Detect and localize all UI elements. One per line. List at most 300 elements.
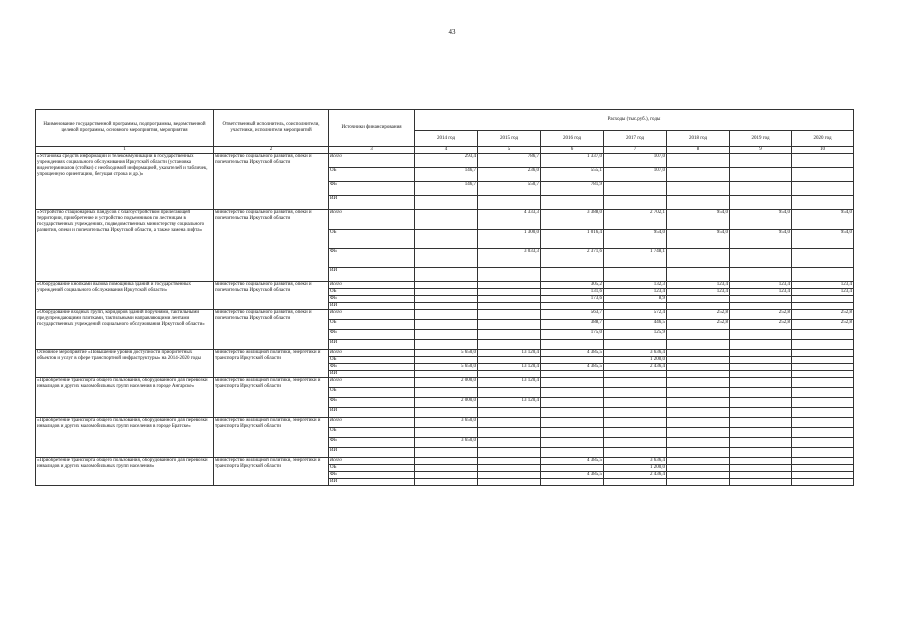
expense-value — [792, 378, 854, 388]
activity-name: «Установка средств информации и телекоммуникации в государственных учреждениях социального обслуживания Иркутской области (установка видеотерминалов (стойки) с необходимой информацией, указателей и табличек, упрощенную ориентацию, бегущая строка и др.)» — [36, 154, 214, 210]
expense-value — [667, 182, 730, 196]
expense-value — [730, 182, 792, 196]
expense-value: 146,7 — [415, 168, 478, 182]
expense-value — [792, 408, 854, 418]
expense-value — [792, 268, 854, 282]
expense-value — [415, 296, 478, 303]
expense-value — [604, 428, 667, 438]
expense-value — [730, 303, 792, 310]
table-row — [36, 282, 854, 289]
funding-source: Всего — [329, 350, 415, 357]
expense-value — [730, 340, 792, 350]
activity-name: «Приобретение транспорта общего пользования, оборудованного для перевозки инвалидов и других маломобильных групп населения в городе Ангарске» — [36, 378, 214, 418]
expense-value — [792, 340, 854, 350]
expense-value: 2 436,4 — [604, 364, 667, 371]
expense-value — [667, 268, 730, 282]
expense-value — [792, 182, 854, 196]
expense-value — [478, 371, 541, 378]
expense-value — [541, 465, 604, 472]
expense-value: 13 120,4 — [478, 398, 541, 408]
funding-source: ИИ — [329, 303, 415, 310]
expense-value — [415, 340, 478, 350]
expense-value — [478, 296, 541, 303]
expense-value: 131,6 — [541, 289, 604, 296]
expense-value — [667, 196, 730, 210]
expense-value — [730, 418, 792, 428]
header-year: 2019 год — [730, 131, 792, 147]
expense-value — [415, 479, 478, 486]
expense-value: 252,8 — [792, 320, 854, 330]
expense-value: 125,9 — [604, 330, 667, 340]
funding-source: ОБ — [329, 289, 415, 296]
expense-value — [667, 350, 730, 357]
activity-name: «Приобретение транспорта общего пользования, оборудованного для перевозки инвалидов и других маломобильных групп населения в городе Братске» — [36, 418, 214, 458]
column-number: 6 — [541, 147, 604, 154]
expense-value: 236,0 — [478, 168, 541, 182]
expense-value — [541, 398, 604, 408]
expense-value: 175,0 — [541, 330, 604, 340]
activity-name: «Устройство стационарных пандусов с благоустройством прилегающей территории, приобретение и устройство подъемников по лестницам в государственных учреждениях, подведомственных министерству социального развития, опеки и попечительства Иркутской области, а также замена лифта» — [36, 210, 214, 282]
expense-value — [415, 408, 478, 418]
expense-value: 123,4 — [667, 282, 730, 289]
table-row — [36, 210, 854, 230]
expense-value — [667, 458, 730, 465]
expense-value: 252,8 — [792, 310, 854, 320]
expense-value: 781,9 — [541, 182, 604, 196]
expense-value — [730, 472, 792, 479]
expense-value — [730, 364, 792, 371]
expense-value — [604, 448, 667, 458]
expense-value — [541, 303, 604, 310]
funding-source: Всего — [329, 418, 415, 428]
expense-value: 1 748,1 — [604, 249, 667, 268]
expense-value — [478, 408, 541, 418]
expense-value — [604, 388, 667, 398]
expense-value — [667, 371, 730, 378]
expense-value — [604, 378, 667, 388]
expense-value — [667, 168, 730, 182]
expense-value — [667, 303, 730, 310]
expense-value — [541, 408, 604, 418]
expense-value — [604, 268, 667, 282]
expense-value: 123,4 — [604, 289, 667, 296]
expense-value — [730, 448, 792, 458]
expense-value — [730, 249, 792, 268]
activity-name: «Оборудование входных групп, коридоров зданий поручнями, тактильными предупреждающими плитками, тактильными направляющими лентами государственных учреждений социального обслуживания Иркутской области» — [36, 310, 214, 350]
expense-value — [730, 479, 792, 486]
expense-value — [541, 438, 604, 448]
expense-value — [478, 310, 541, 320]
expense-value — [792, 458, 854, 465]
expense-value — [415, 196, 478, 210]
expense-value — [792, 418, 854, 428]
expense-value — [667, 428, 730, 438]
expense-value — [792, 398, 854, 408]
expense-value — [541, 388, 604, 398]
header-executor: Ответственный исполнитель, соисполнители, участники, исполнители мероприятий — [214, 110, 329, 147]
expense-value — [792, 465, 854, 472]
funding-source: ИИ — [329, 448, 415, 458]
header-name: Наименование государственной программы, подпрограммы, ведомственной целевой программы, основного мероприятия, мероприятия — [36, 110, 214, 147]
column-number: 8 — [667, 147, 730, 154]
expense-value: 572,4 — [604, 310, 667, 320]
expense-value — [792, 364, 854, 371]
expense-value — [415, 310, 478, 320]
expense-value — [478, 320, 541, 330]
table-row — [36, 310, 854, 320]
expense-value — [667, 378, 730, 388]
expense-value — [730, 357, 792, 364]
funding-source: ФБ — [329, 438, 415, 448]
expense-value: 555,1 — [541, 168, 604, 182]
table-row — [36, 154, 854, 168]
expense-value: 954,0 — [792, 210, 854, 230]
table-row — [36, 418, 854, 428]
funding-source: ИИ — [329, 479, 415, 486]
table-row — [36, 378, 854, 388]
table-row — [36, 350, 854, 357]
expense-value — [730, 438, 792, 448]
funding-source: Всего — [329, 282, 415, 289]
expense-value: 4 385,5 — [541, 458, 604, 465]
expense-value — [792, 350, 854, 357]
funding-source: ОБ — [329, 320, 415, 330]
header-year: 2017 год — [604, 131, 667, 147]
expense-value — [792, 388, 854, 398]
funding-source: ИИ — [329, 408, 415, 418]
expense-value — [730, 458, 792, 465]
expense-value: 146,7 — [415, 182, 478, 196]
expense-value: 2 702,1 — [604, 210, 667, 230]
funding-source: ОБ — [329, 230, 415, 249]
funding-source: ИИ — [329, 196, 415, 210]
expense-value: 4 385,5 — [541, 472, 604, 479]
expense-value: 107,0 — [604, 168, 667, 182]
funding-source: Всего — [329, 458, 415, 465]
expense-value — [604, 196, 667, 210]
expense-value: 1 337,0 — [541, 154, 604, 168]
expense-value: 2 371,6 — [541, 249, 604, 268]
expense-value: 252,8 — [667, 310, 730, 320]
expense-value: 786,7 — [478, 154, 541, 168]
expense-value — [792, 472, 854, 479]
expense-value: 252,8 — [730, 320, 792, 330]
expense-value — [792, 168, 854, 182]
executor: министерство социального развития, опеки и попечительства Иркутской области — [214, 210, 329, 282]
funding-source: ОБ — [329, 388, 415, 398]
expense-value — [667, 418, 730, 428]
expense-value — [730, 268, 792, 282]
expense-value — [792, 330, 854, 340]
header-source: Источники финансирования — [329, 110, 415, 147]
expense-value — [415, 465, 478, 472]
funding-source: ФБ — [329, 472, 415, 479]
expense-value — [604, 303, 667, 310]
expense-value: 3 388,0 — [541, 210, 604, 230]
expense-value — [478, 340, 541, 350]
expense-value — [478, 388, 541, 398]
funding-source: ИИ — [329, 371, 415, 378]
expense-value — [541, 371, 604, 378]
expense-value: 123,4 — [730, 282, 792, 289]
expense-value — [667, 465, 730, 472]
expense-value — [667, 448, 730, 458]
column-number: 2 — [214, 147, 329, 154]
expense-value — [667, 364, 730, 371]
expense-value: 173,6 — [541, 296, 604, 303]
activity-name: Основное мероприятие «Повышение уровня доступности приоритетных объектов и услуг в сфере транспортной инфраструктуры» на 2014-2020 годы — [36, 350, 214, 378]
expense-value — [792, 154, 854, 168]
expense-value — [415, 268, 478, 282]
expense-value — [478, 357, 541, 364]
expense-value — [415, 448, 478, 458]
expense-value — [541, 448, 604, 458]
expense-value — [730, 168, 792, 182]
expense-value — [667, 296, 730, 303]
expense-value: 5 650,0 — [415, 350, 478, 357]
expense-value — [415, 210, 478, 230]
expense-value — [478, 428, 541, 438]
expense-value: 107,0 — [604, 154, 667, 168]
expense-value — [415, 371, 478, 378]
expense-value — [792, 428, 854, 438]
funding-source: ФБ — [329, 182, 415, 196]
budget-table — [35, 109, 854, 486]
executor: министерство жилищной политики, энергетики и транспорта Иркутской области — [214, 378, 329, 418]
expense-value — [604, 479, 667, 486]
expense-value: 3 650,0 — [415, 418, 478, 428]
expense-value — [730, 408, 792, 418]
expense-value: 4 333,3 — [478, 210, 541, 230]
funding-source: ОБ — [329, 357, 415, 364]
expense-value — [541, 378, 604, 388]
funding-source: Всего — [329, 210, 415, 230]
executor: министерство социального развития, опеки и попечительства Иркутской области — [214, 282, 329, 310]
expense-value — [478, 458, 541, 465]
expense-value — [792, 371, 854, 378]
funding-source: ФБ — [329, 364, 415, 371]
expense-value: 13 120,4 — [478, 378, 541, 388]
expense-value — [667, 388, 730, 398]
expense-value — [478, 196, 541, 210]
expense-value: 954,0 — [730, 210, 792, 230]
expense-value — [792, 479, 854, 486]
expense-value — [415, 357, 478, 364]
funding-source: Всего — [329, 310, 415, 320]
expense-value — [730, 428, 792, 438]
expense-value — [604, 340, 667, 350]
expense-value: 132,3 — [604, 282, 667, 289]
expense-value — [792, 448, 854, 458]
expense-value — [792, 196, 854, 210]
expense-value — [415, 230, 478, 249]
funding-source: ФБ — [329, 398, 415, 408]
expense-value: 954,0 — [667, 230, 730, 249]
expense-value: 388,7 — [541, 320, 604, 330]
expense-value — [415, 472, 478, 479]
header-year: 2020 год — [792, 131, 854, 147]
expense-value — [730, 330, 792, 340]
expense-value: 13 120,4 — [478, 364, 541, 371]
expense-value — [478, 303, 541, 310]
expense-value — [415, 282, 478, 289]
funding-source: ИИ — [329, 340, 415, 350]
expense-value — [478, 448, 541, 458]
expense-value — [730, 296, 792, 303]
funding-source: ФБ — [329, 249, 415, 268]
column-number: 9 — [730, 147, 792, 154]
executor: министерство социального развития, опеки и попечительства Иркутской области — [214, 310, 329, 350]
expense-value: 2 000,0 — [415, 398, 478, 408]
expense-value: 4 385,5 — [541, 350, 604, 357]
expense-value: 3 636,4 — [604, 350, 667, 357]
expense-value — [730, 388, 792, 398]
expense-value — [541, 196, 604, 210]
expense-value — [541, 357, 604, 364]
expense-value — [415, 303, 478, 310]
expense-value: 293,4 — [415, 154, 478, 168]
expense-value: 8,9 — [604, 296, 667, 303]
expense-value — [478, 438, 541, 448]
expense-value — [478, 289, 541, 296]
expense-value — [604, 398, 667, 408]
executor: министерство жилищной политики, энергетики и транспорта Иркутской области — [214, 350, 329, 378]
expense-value — [415, 249, 478, 268]
expense-value — [604, 182, 667, 196]
expense-value — [792, 249, 854, 268]
expense-value: 5 650,0 — [415, 364, 478, 371]
expense-value — [415, 289, 478, 296]
expense-value — [730, 378, 792, 388]
expense-value — [604, 408, 667, 418]
expense-value — [604, 371, 667, 378]
executor: министерство жилищной политики, энергетики и транспорта Иркутской области — [214, 458, 329, 486]
expense-value: 446,5 — [604, 320, 667, 330]
expense-value: 563,7 — [541, 310, 604, 320]
column-number: 10 — [792, 147, 854, 154]
expense-value — [730, 154, 792, 168]
funding-source: ОБ — [329, 465, 415, 472]
expense-value: 2 436,4 — [604, 472, 667, 479]
expense-value: 123,4 — [667, 289, 730, 296]
header-year: 2015 год — [478, 131, 541, 147]
expense-value — [730, 398, 792, 408]
expense-value: 305,2 — [541, 282, 604, 289]
expense-value — [604, 418, 667, 428]
expense-value: 954,0 — [792, 230, 854, 249]
funding-source: ИИ — [329, 268, 415, 282]
expense-value: 123,4 — [792, 282, 854, 289]
expense-value — [667, 398, 730, 408]
expense-value — [604, 438, 667, 448]
expense-value — [478, 330, 541, 340]
executor: министерство социального развития, опеки и попечительства Иркутской области — [214, 154, 329, 210]
expense-value: 1 300,0 — [478, 230, 541, 249]
expense-value: 252,8 — [730, 310, 792, 320]
expense-value — [667, 438, 730, 448]
funding-source: ФБ — [329, 296, 415, 303]
expense-value — [478, 472, 541, 479]
expense-value — [792, 438, 854, 448]
expense-value: 954,0 — [604, 230, 667, 249]
expense-value — [667, 340, 730, 350]
header-year: 2016 год — [541, 131, 604, 147]
expense-value — [667, 249, 730, 268]
funding-source: ФБ — [329, 330, 415, 340]
expense-value — [415, 320, 478, 330]
table-row — [36, 458, 854, 465]
expense-value: 3 636,4 — [604, 458, 667, 465]
expense-value — [667, 408, 730, 418]
expense-value: 123,4 — [792, 289, 854, 296]
page-number: 43 — [448, 28, 456, 36]
expense-value — [730, 196, 792, 210]
expense-value: 4 385,5 — [541, 364, 604, 371]
expense-value — [792, 303, 854, 310]
expense-value — [415, 428, 478, 438]
expense-value: 1 200,0 — [604, 357, 667, 364]
funding-source: Всего — [329, 154, 415, 168]
expense-value — [792, 357, 854, 364]
expense-value — [667, 357, 730, 364]
funding-source: ОБ — [329, 428, 415, 438]
expense-value: 3 033,3 — [478, 249, 541, 268]
expense-value — [478, 268, 541, 282]
column-number: 1 — [36, 147, 214, 154]
expense-value: 252,8 — [667, 320, 730, 330]
funding-source: ОБ — [329, 168, 415, 182]
column-number: 5 — [478, 147, 541, 154]
expense-value — [415, 330, 478, 340]
expense-value: 3 650,0 — [415, 438, 478, 448]
expense-value — [730, 350, 792, 357]
expense-value — [478, 479, 541, 486]
expense-value — [415, 388, 478, 398]
expense-value: 954,0 — [667, 210, 730, 230]
expense-value — [541, 268, 604, 282]
expense-value: 550,7 — [478, 182, 541, 196]
executor: министерство жилищной политики, энергетики и транспорта Иркутской области — [214, 418, 329, 458]
activity-name: «Приобретение транспорта общего пользования, оборудованного для перевозки инвалидов и других маломобильных групп населения» — [36, 458, 214, 486]
expense-value: 2 000,0 — [415, 378, 478, 388]
expense-value — [667, 330, 730, 340]
header-year: 2014 год — [415, 131, 478, 147]
activity-name: «Оборудование кнопками вызова помощника зданий и государственных учреждений социального обслуживания Иркутской области» — [36, 282, 214, 310]
expense-value — [667, 479, 730, 486]
expense-value — [730, 465, 792, 472]
header-year: 2018 год — [667, 131, 730, 147]
header-expenses: Расходы (тыс.руб.), годы — [415, 110, 854, 131]
expense-value — [478, 418, 541, 428]
expense-value: 1 200,0 — [604, 465, 667, 472]
expense-value: 13 120,4 — [478, 350, 541, 357]
funding-source: Всего — [329, 378, 415, 388]
expense-value: 1 016,4 — [541, 230, 604, 249]
column-number: 3 — [329, 147, 415, 154]
expense-value — [792, 296, 854, 303]
expense-value — [667, 472, 730, 479]
expense-value — [730, 371, 792, 378]
expense-value — [478, 465, 541, 472]
expense-value: 954,0 — [730, 230, 792, 249]
expense-value — [541, 418, 604, 428]
column-number: 4 — [415, 147, 478, 154]
column-number: 7 — [604, 147, 667, 154]
expense-value — [541, 479, 604, 486]
expense-value — [541, 340, 604, 350]
expense-value — [667, 154, 730, 168]
expense-value: 123,4 — [730, 289, 792, 296]
